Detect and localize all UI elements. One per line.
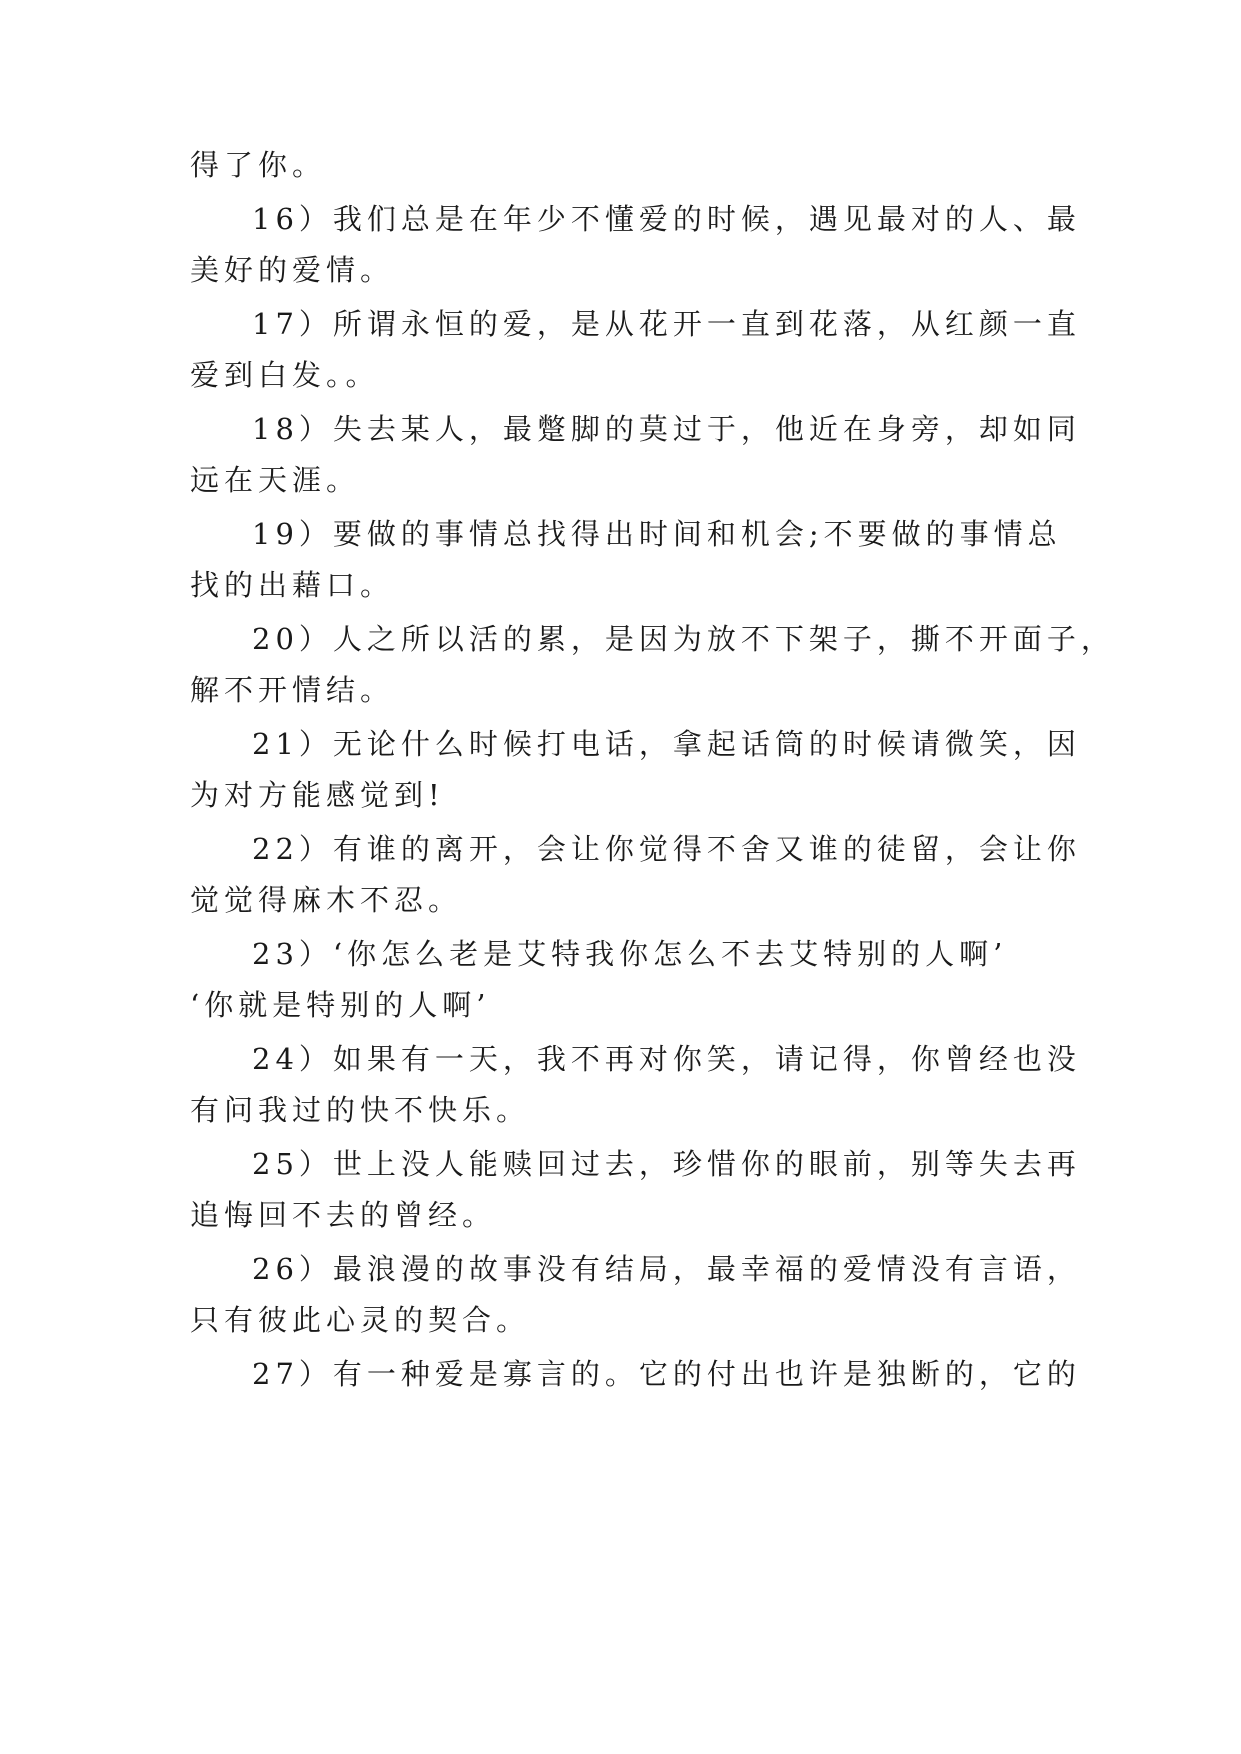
text-line: 觉觉得麻木不忍。 xyxy=(190,883,463,917)
text-line-item-16: 16）我们总是在年少不懂爱的时候，遇见最对的人、最 xyxy=(252,202,1081,236)
text-line: 有问我过的快不快乐。 xyxy=(190,1093,531,1127)
text-line: 找的出藉口。 xyxy=(190,568,395,602)
text-line-item-27: 27）有一种爱是寡言的。它的付出也许是独断的，它的 xyxy=(252,1357,1081,1391)
text-line: ‘你就是特别的人啊’ xyxy=(190,988,491,1022)
text-line-item-21: 21）无论什么时候打电话，拿起话筒的时候请微笑，因 xyxy=(252,727,1081,761)
text-line-item-26: 26）最浪漫的故事没有结局，最幸福的爱情没有言语， xyxy=(252,1252,1081,1286)
text-line-item-24: 24）如果有一天，我不再对你笑，请记得，你曾经也没 xyxy=(252,1042,1081,1076)
text-line-item-20: 20）人之所以活的累，是因为放不下架子，撕不开面子， xyxy=(252,622,1115,656)
text-line: 解不开情结。 xyxy=(190,673,395,707)
text-line: 追悔回不去的曾经。 xyxy=(190,1198,497,1232)
text-line: 为对方能感觉到! xyxy=(190,778,445,812)
text-line-item-18: 18）失去某人，最蹩脚的莫过于，他近在身旁，却如同 xyxy=(252,412,1081,446)
text-line: 得了你。 xyxy=(190,148,327,182)
text-line-item-19: 19）要做的事情总找得出时间和机会;不要做的事情总 xyxy=(252,517,1062,551)
text-line: 爱到白发。。 xyxy=(190,358,380,392)
text-line: 只有彼此心灵的契合。 xyxy=(190,1303,531,1337)
text-line-item-25: 25）世上没人能赎回过去，珍惜你的眼前，别等失去再 xyxy=(252,1147,1081,1181)
text-line-item-23: 23）‘你怎么老是艾特我你怎么不去艾特别的人啊’ xyxy=(252,937,1008,971)
text-line: 美好的爱情。 xyxy=(190,253,395,287)
text-line: 远在天涯。 xyxy=(190,463,361,497)
text-line-item-17: 17）所谓永恒的爱，是从花开一直到花落，从红颜一直 xyxy=(252,307,1081,341)
text-line-item-22: 22）有谁的离开，会让你觉得不舍又谁的徒留，会让你 xyxy=(252,832,1081,866)
